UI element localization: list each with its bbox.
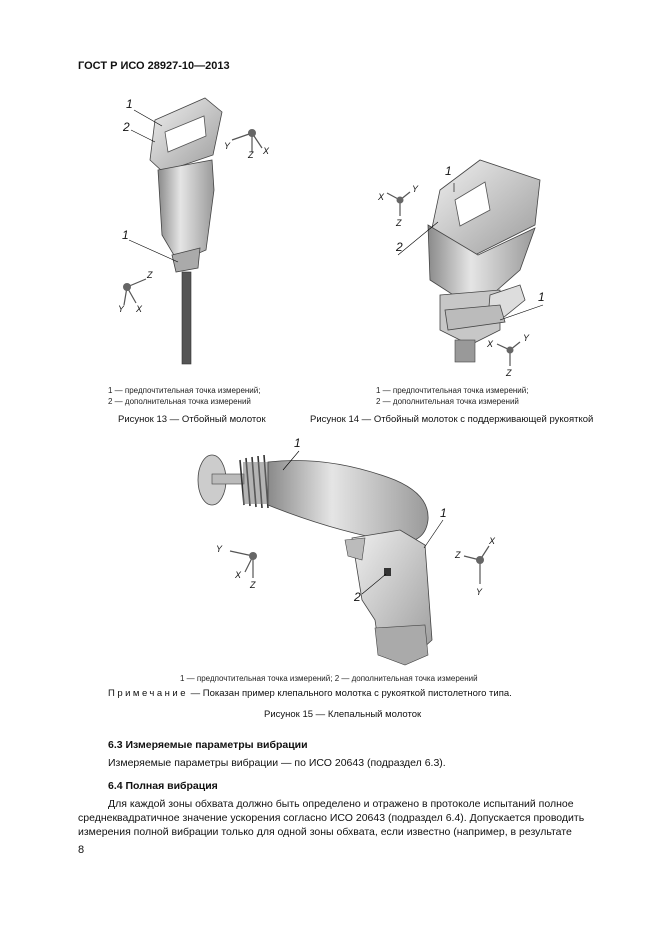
fig15-callout-1-right: 1 [440,506,447,520]
section-6-4-title: 6.4 Полная вибрация [108,780,218,792]
fig14-axis-y-top: Y [412,184,419,194]
fig15-callout-1-top: 1 [294,436,301,450]
fig15-legend: 1 — предпочтительная точка измерений; 2 — дополнительная точка измерений [180,674,478,683]
fig15-axis-x-right: X [489,536,496,546]
fig14-callout-1-top: 1 [445,164,452,178]
fig15-axis-x-left: X [235,570,242,580]
fig13-axis-x-bottom: X [136,304,143,314]
fig13-callout-2: 2 [123,120,130,134]
fig13-callout-1-bottom: 1 [122,228,129,242]
fig15-axis-z-left: Z [250,580,256,590]
fig13-callout-1-top: 1 [126,97,133,111]
fig14-legend-2: 2 — дополнительная точка измерений [376,397,519,406]
fig14-axis-y-bottom: Y [523,333,530,343]
fig13-axis-y-top: Y [224,141,231,151]
fig13-legend-1: 1 — предпочтительная точка измерений; [108,386,261,395]
fig15-caption: Рисунок 15 — Клепальный молоток [264,709,422,720]
section-6-3-text: Измеряемые параметры вибрации — по ИСО 20643 (подраздел 6.3). [108,757,446,769]
fig13-axis-z-bottom: Z [147,270,153,280]
fig13-axis-x-top: X [263,146,270,156]
fig15-note-text: — Показан пример клепального молотка с рукояткой пистолетного типа. [188,688,512,699]
fig13-caption: Рисунок 13 — Отбойный молоток [118,414,266,425]
fig15-axis-y-right: Y [476,587,483,597]
fig14-callout-2: 2 [396,240,403,254]
page-number: 8 [78,844,85,856]
document-code: ГОСТ Р ИСО 28927-10—2013 [78,60,230,72]
section-6-4-line-3: измерения полной вибрации только для одной зоны обхвата, если известно (например, в результате [78,826,572,838]
fig15-note-label: Примечание [108,688,188,699]
fig13-legend-2: 2 — дополнительная точка измерений [108,397,251,406]
fig14-axis-z-bottom: Z [506,368,512,378]
fig15-axis-y-left: Y [216,544,223,554]
fig14-caption: Рисунок 14 — Отбойный молоток с поддерживающей рукояткой [310,414,594,425]
fig15-callout-2: 2 [354,590,361,604]
fig14-callout-1-right: 1 [538,290,545,304]
fig13-axis-z-top: Z [248,150,254,160]
fig13-axis-y-bottom: Y [118,304,125,314]
fig14-legend-1: 1 — предпочтительная точка измерений; [376,386,529,395]
fig14-axis-x-top: X [378,192,385,202]
section-6-4-line-1: Для каждой зоны обхвата должно быть определено и отражено в протоколе испытаний полное [108,798,574,810]
section-6-3-title: 6.3 Измеряемые параметры вибрации [108,739,308,751]
fig14-axis-z-top: Z [396,218,402,228]
fig14-axis-x-bottom: X [487,339,494,349]
fig15-axis-z-right: Z [455,550,461,560]
section-6-4-line-2: среднеквадратичное значение ускорения согласно ИСО 20643 (подраздел 6.4). Допускается проводить [78,812,585,824]
